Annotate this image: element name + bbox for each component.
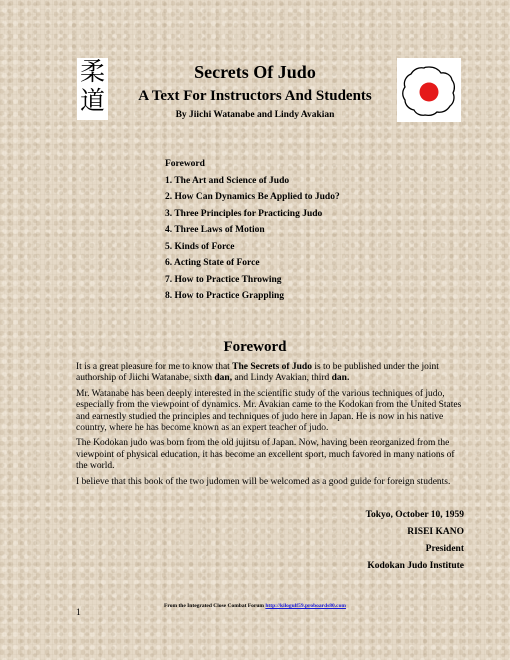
- kanji-do: 道: [79, 88, 105, 115]
- kanji-ju: 柔: [79, 59, 105, 86]
- toc-item-8[interactable]: 8. How to Practice Grappling: [165, 291, 284, 301]
- toc-item-foreword[interactable]: Foreword: [165, 159, 205, 169]
- toc-item-4[interactable]: 4. Three Laws of Motion: [165, 225, 265, 235]
- foreword-paragraph-3: The Kodokan judo was born from the old jujitsu of Japan. Now, having been reorganized from the viewpoint of physical education, it has become an excellent sport, much favored in many nations of the world.: [76, 438, 455, 472]
- authors-byline: By Jiichi Watanabe and Lindy Avakian: [175, 110, 335, 120]
- forum-link[interactable]: http://kilogulf59.proboards80.com: [265, 603, 346, 609]
- p1-text-c: is to be published under the joint authorship of Jiichi Watanabe, sixth: [76, 362, 439, 384]
- signature-place-date: Tokyo, October 10, 1959: [365, 510, 464, 520]
- signature-role: President: [425, 544, 464, 554]
- p1-text-e: and Lindy Avakian, third: [232, 373, 332, 384]
- foreword-heading: Foreword: [223, 339, 287, 355]
- toc-item-1[interactable]: 1. The Art and Science of Judo: [165, 175, 290, 186]
- toc-item-5[interactable]: 5. Kinds of Force: [165, 241, 235, 252]
- toc-item-3[interactable]: 3. Three Principles for Practicing Judo: [165, 208, 323, 219]
- book-subtitle: A Text For Instructors And Students: [138, 88, 372, 104]
- p1-text-a: It is a great pleasure for me to know that: [76, 362, 233, 372]
- table-of-contents: [165, 156, 340, 305]
- footer-text: From the Integrated Close Combat Forum: [164, 603, 266, 609]
- foreword-body: [76, 362, 468, 492]
- toc-item-6[interactable]: 6. Acting State of Force: [165, 258, 260, 268]
- signature-name: RISEI KANO: [407, 527, 464, 537]
- signature-block: [366, 510, 464, 578]
- p1-dan-1: dan,: [214, 373, 233, 384]
- book-title: Secrets Of Judo: [194, 62, 316, 82]
- foreword-paragraph-1: [76, 362, 468, 385]
- signature-org: Kodokan Judo Institute: [367, 561, 464, 571]
- foreword-paragraph-4: I believe that this book of the two judomen will be welcomed as a good guide for foreign students.: [76, 476, 451, 487]
- toc-item-7[interactable]: 7. How to Practice Throwing: [165, 274, 282, 285]
- page-number: 1: [76, 608, 81, 618]
- p1-dan-2: dan.: [331, 373, 350, 384]
- foreword-paragraph-2: Mr. Watanabe has been deeply interested in the scientific study of the various techniques of judo, especially from the viewpoint of dynamics. Mr. Avakian came to the Kodokan from the United States and earnestly studied the principles and techniques of judo here in Japan. He is now in his native country, where he has become known as an expert teacher of judo.: [76, 388, 462, 434]
- p1-book-title: The Secrets of Judo: [232, 362, 312, 372]
- toc-item-2[interactable]: 2. How Can Dynamics Be Applied to Judo?: [165, 192, 340, 202]
